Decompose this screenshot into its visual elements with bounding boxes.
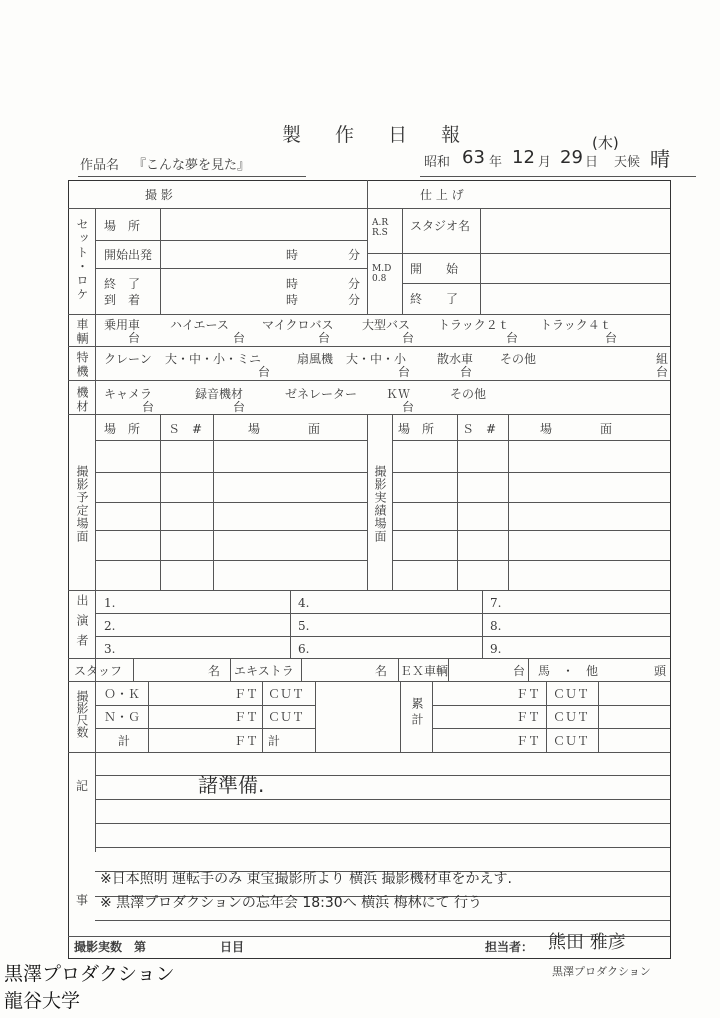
tochaku-label: 到 着 [104, 293, 141, 307]
ex-car-label: ＥＸ車輌 [400, 664, 449, 678]
rule [95, 240, 367, 241]
md-label: M.D 0.8 [372, 264, 392, 284]
kei-label: 計 [268, 734, 281, 748]
cast-slot: 2. [104, 619, 116, 633]
rule [148, 681, 149, 752]
ft-label: ＦＴ [234, 734, 259, 748]
rule [95, 613, 670, 614]
rule [402, 283, 670, 284]
vehicle-dai: 台 [402, 331, 415, 345]
date-year-suffix: 年 [489, 155, 503, 170]
rule [68, 346, 670, 347]
equipment-item: ＫＷ [386, 387, 411, 401]
ji-label: 時 [286, 293, 299, 307]
work-underline [78, 176, 306, 177]
vehicle-item: トラック２ｔ [438, 318, 510, 332]
rule [68, 590, 670, 591]
cast-slot: 6. [298, 642, 310, 656]
rule [315, 681, 316, 752]
rule [133, 658, 134, 681]
extra-label: エキストラ [234, 664, 294, 678]
rule [68, 314, 670, 315]
work-label: 作品名 [80, 158, 120, 173]
rule [95, 560, 367, 561]
cut-label: ＣＵＴ [553, 710, 590, 724]
rule [398, 658, 399, 681]
date-day-suffix: 日 [585, 155, 599, 170]
rule [95, 920, 670, 921]
vehicle-dai: 台 [233, 331, 246, 345]
ft-label: ＦＴ [516, 710, 541, 724]
staff-mei: 名 [208, 664, 221, 678]
ft-label: ＦＴ [516, 687, 541, 701]
company-name: 黒澤プロダクション [552, 965, 651, 978]
rule [482, 590, 483, 658]
setloke-label: セット・ロケ [75, 218, 89, 302]
cast-slot: 4. [298, 596, 310, 610]
note-line-1: 諸準備. [198, 773, 265, 797]
footage-row-ng: Ｎ・Ｇ [104, 710, 141, 724]
crane-label: クレーン [104, 352, 152, 366]
special-label: 特機 [75, 351, 89, 379]
cut-label: ＣＵＴ [553, 734, 590, 748]
note-line-3: ※ 黒澤プロダクションの忘年会 18:30へ 横浜 梅林にて 行う [100, 895, 483, 911]
rule [68, 380, 670, 381]
rule [392, 560, 670, 561]
date-day: 29 [560, 147, 583, 168]
rule [95, 823, 670, 824]
date-year: 63 [462, 147, 485, 168]
kaishi2-label: 開 始 [410, 262, 459, 276]
vehicle-dai: 台 [605, 331, 618, 345]
vehicle-item: ハイエース [170, 318, 229, 332]
equipment-item: ゼネレーター [285, 387, 358, 401]
cast-slot: 5. [298, 619, 310, 633]
rule [392, 502, 670, 503]
actual-scenes-label: 撮影実績場面 [373, 465, 387, 543]
equipment-item: キャメラ [104, 387, 153, 401]
footage-label: 撮影尺数 [75, 690, 89, 738]
cast-slot: 8. [490, 619, 502, 633]
crane-sizes: 大・中・小・ミニ [165, 352, 262, 366]
horse-to: 頭 [654, 664, 667, 678]
vehicle-item: トラック４ｔ [540, 318, 612, 332]
fun-label: 分 [348, 293, 361, 307]
rule [392, 440, 670, 441]
rule [546, 681, 547, 752]
vehicle-item: 大型バス [362, 318, 411, 332]
rule [160, 208, 161, 314]
ft-label: ＦＴ [234, 687, 259, 701]
footage-row-ok: Ｏ・Ｋ [104, 687, 141, 701]
kaishi-label: 開始出発 [104, 248, 153, 262]
cast-slot: 9. [490, 642, 502, 656]
rule [290, 590, 291, 658]
cast-slot: 1. [104, 596, 116, 610]
ars-label: A.R R.S [372, 218, 389, 238]
rule [68, 414, 670, 415]
rule [432, 705, 670, 706]
rule [392, 530, 670, 531]
special-dai: 台 [460, 365, 473, 379]
rule [68, 658, 670, 659]
cast-label: 出演者 [75, 594, 89, 654]
date-month: 12 [512, 147, 535, 168]
scene-header-scene: 場 面 [540, 422, 613, 436]
rule [480, 208, 481, 314]
note-line-2: ※日本照明 運転手のみ 東宝撮影所より 横浜 撮影機材車をかえす. [100, 871, 512, 887]
other-label: その他 [500, 352, 537, 366]
weather-value: 晴 [650, 147, 670, 171]
date-weekday: (木) [592, 134, 619, 152]
extra-mei: 名 [375, 664, 388, 678]
header-satsuei: 撮 影 [145, 188, 173, 202]
rule [68, 752, 670, 753]
basho-label: 場 所 [104, 219, 141, 233]
vehicle-dai: 台 [128, 331, 141, 345]
footage-row-total: 計 [118, 734, 131, 748]
header-shiage: 仕 上 げ [420, 188, 464, 202]
fun-label: 分 [348, 277, 361, 291]
ex-car-dai: 台 [513, 664, 526, 678]
scene-header-place: 場 所 [398, 422, 435, 436]
rule [95, 636, 670, 637]
ft-label: ＦＴ [516, 734, 541, 748]
watermark-line-1: 黒澤プロダクション [4, 963, 175, 985]
rule [95, 728, 315, 729]
vehicle-dai: 台 [506, 331, 519, 345]
date-underline [420, 176, 696, 177]
vehicles-label: 車輌 [75, 318, 89, 346]
ruikei-label: 累計 [410, 697, 424, 729]
rule [95, 314, 96, 852]
work-name: 『こんな夢を見た』 [133, 158, 251, 173]
rule [392, 472, 670, 473]
staff-label: スタッフ [74, 664, 123, 678]
form-frame [68, 180, 671, 959]
cut-label: ＣＵＴ [268, 687, 305, 701]
fan-sizes: 大・中・小 [346, 352, 407, 366]
weather-label: 天候 [614, 155, 641, 170]
person-name: 熊田 雅彦 [548, 932, 626, 953]
rule [598, 681, 599, 752]
scene-header-scene: 場 面 [248, 422, 321, 436]
fun-label: 分 [348, 248, 361, 262]
rule [95, 530, 367, 531]
rule [402, 208, 403, 314]
vehicle-item: マイクロバス [262, 318, 334, 332]
rule [432, 728, 670, 729]
cut-label: ＣＵＴ [553, 687, 590, 701]
ji-label: 時 [286, 277, 299, 291]
rule [68, 681, 670, 682]
rule [95, 472, 367, 473]
equipment-dai: 台 [402, 400, 415, 414]
vehicle-item: 乗用車 [104, 318, 141, 332]
rule [432, 681, 433, 752]
rule [95, 799, 670, 800]
rule [68, 208, 670, 209]
rule [400, 681, 401, 752]
special-dai: 台 [656, 365, 669, 379]
rule [230, 658, 231, 681]
rule [95, 268, 367, 269]
watermark-line-2: 龍谷大学 [4, 990, 81, 1012]
cast-slot: 7. [490, 596, 502, 610]
ji-label: 時 [286, 248, 299, 262]
horse-label: 馬 ・ 他 [538, 664, 599, 678]
rule [95, 208, 96, 314]
rule [95, 705, 315, 706]
rule [95, 847, 670, 848]
rule [95, 775, 670, 776]
kumi-label: 組 [656, 352, 669, 366]
person-label: 担当者： [485, 940, 534, 954]
rule [367, 180, 368, 314]
equipment-item: 録音機材 [195, 387, 244, 401]
date-month-suffix: 月 [538, 155, 552, 170]
date-prefix: 昭和 [424, 155, 451, 170]
sprinkler-label: 散水車 [437, 352, 474, 366]
shuryo2-label: 終 了 [410, 292, 459, 306]
scene-header-s: Ｓ # [462, 422, 497, 436]
shuryo-label: 終 了 [104, 277, 141, 291]
planned-scenes-label: 撮影予定場面 [75, 465, 89, 543]
equipment-dai: 台 [142, 400, 155, 414]
scene-header-s: Ｓ # [168, 422, 203, 436]
equipment-item: その他 [450, 387, 487, 401]
notes-ji-label: 事 [76, 893, 89, 907]
vehicle-dai: 台 [318, 331, 331, 345]
special-dai: 台 [258, 365, 271, 379]
cut-label: ＣＵＴ [268, 710, 305, 724]
scene-header-place: 場 所 [104, 422, 141, 436]
ft-label: ＦＴ [234, 710, 259, 724]
cast-slot: 3. [104, 642, 116, 656]
rule [95, 440, 367, 441]
rule [528, 658, 529, 681]
special-dai: 台 [398, 365, 411, 379]
rule [95, 502, 367, 503]
equipment-dai: 台 [233, 400, 246, 414]
notes-ki-label: 記 [76, 779, 89, 793]
rule [368, 253, 670, 254]
shoot-days-suffix: 日目 [220, 940, 245, 954]
rule [262, 681, 263, 752]
page-title: 製 作 日 報 [282, 124, 475, 146]
shoot-days-label: 撮影実数 第 [74, 940, 147, 954]
equipment-label: 機材 [75, 386, 89, 414]
rule [448, 658, 449, 681]
rule [301, 658, 302, 681]
rule [367, 414, 368, 590]
fan-label: 扇風機 [297, 352, 334, 366]
studio-label: スタジオ名 [410, 219, 471, 233]
